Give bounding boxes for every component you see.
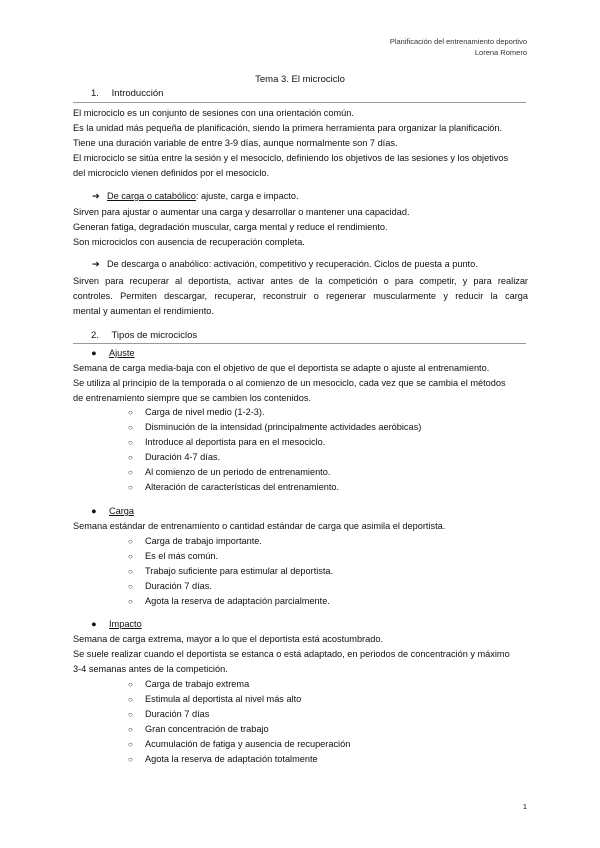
text-line: Semana estándar de entrenamiento o cantidad estándar de carga que asimila el deportista. — [73, 521, 446, 531]
bullet-icon: ● — [91, 348, 97, 358]
text-line: El microciclo es un conjunto de sesiones con una orientación común. — [73, 108, 354, 118]
ajuste-paragraph — [73, 361, 528, 406]
section-rule — [73, 102, 526, 103]
list-item: ○ Trabajo suficiente para estimular al deportista. — [128, 564, 333, 579]
list-item: ○ Agota la reserva de adaptación parcialmente. — [128, 594, 333, 609]
circle-bullet-icon: ○ — [128, 483, 133, 492]
text-line: Sirven para ajustar o aumentar una carga y desarrollar o mantener una capacidad. — [73, 207, 410, 217]
circle-bullet-icon: ○ — [128, 740, 133, 749]
text-line: Es la unidad más pequeña de planificación, siendo la primera herramienta para organizar la planificación. — [73, 123, 503, 133]
impacto-list — [128, 677, 350, 767]
text-line: Se suele realizar cuando el deportista se estanca o está adaptado, en periodos de concentración y máximo — [73, 649, 510, 659]
list-item: ○ Carga de trabajo extrema — [128, 677, 350, 692]
circle-bullet-icon: ○ — [128, 597, 133, 606]
section-heading-introduccion — [91, 88, 163, 99]
circle-bullet-icon: ○ — [128, 710, 133, 719]
circle-bullet-icon: ○ — [128, 582, 133, 591]
page-header — [390, 36, 527, 58]
list-item: ○ Agota la reserva de adaptación totalmente — [128, 752, 350, 767]
arrow-icon: ➔ — [92, 259, 100, 269]
circle-bullet-icon: ○ — [128, 552, 133, 561]
document-title: Tema 3. El microciclo — [255, 74, 345, 85]
circle-bullet-icon: ○ — [128, 567, 133, 576]
intro-paragraph — [73, 106, 528, 181]
text-line: de entrenamiento siempre que se cambien los contenidos. — [73, 393, 311, 403]
text-line: del microciclo vienen definidos por el mesociclo. — [73, 168, 270, 178]
ajuste-list — [128, 405, 421, 495]
circle-bullet-icon: ○ — [128, 423, 133, 432]
catabolic-label: De carga o catabólico — [107, 191, 196, 201]
text-line: Sirven para recuperar al deportista, activar antes de la competición o para competir, y para realizar — [73, 276, 528, 286]
section-rule — [73, 343, 526, 344]
bullet-icon: ● — [91, 619, 97, 629]
text-line: Se utiliza al principio de la temporada o al comienzo de un mesociclo, cada vez que se cambia el métodos — [73, 378, 506, 388]
list-item: ○ Estimula al deportista al nivel más alto — [128, 692, 350, 707]
list-item: ○ Introduce al deportista para en el mesociclo. — [128, 435, 421, 450]
header-course: Planificación del entrenamiento deportivo — [389, 37, 527, 46]
text-line: controles. Permiten descargar, recuperar, reconstruir o regenerar muscularmente y reducir la carga — [73, 291, 528, 301]
text-line: Tiene una duración variable de entre 3-9 días, aunque normalmente son 7 días. — [73, 138, 398, 148]
bullet-heading-ajuste — [91, 348, 135, 358]
bullet-heading-carga — [91, 506, 134, 516]
text-line: Semana de carga media-baja con el objetivo de que el deportista se adapte o ajuste al entrenamiento. — [73, 363, 490, 373]
page-number: 1 — [522, 802, 527, 811]
circle-bullet-icon: ○ — [128, 453, 133, 462]
circle-bullet-icon: ○ — [128, 468, 133, 477]
arrow-icon: ➔ — [92, 191, 100, 201]
section-number: 2. — [91, 330, 99, 341]
list-item: ○ Alteración de características del entrenamiento. — [128, 480, 421, 495]
impacto-label: Impacto — [109, 619, 142, 629]
circle-bullet-icon: ○ — [128, 680, 133, 689]
bullet-icon: ● — [91, 506, 97, 516]
carga-label: Carga — [109, 506, 135, 516]
arrow-item-anabolico — [92, 259, 478, 270]
circle-bullet-icon: ○ — [128, 408, 133, 417]
circle-bullet-icon: ○ — [128, 537, 133, 546]
list-item: ○ Carga de nivel medio (1-2-3). — [128, 405, 421, 420]
list-item: ○ Duración 7 días. — [128, 579, 333, 594]
impacto-paragraph — [73, 632, 528, 677]
list-item: ○ Gran concentración de trabajo — [128, 722, 350, 737]
text-line: El microciclo se sitúa entre la sesión y el mesociclo, definiendo los objetivos de las sesiones y los objetivos — [73, 153, 509, 163]
text-line: mental y aumentan el rendimiento. — [73, 306, 214, 316]
section-heading-tipos — [91, 330, 197, 341]
carga-paragraph — [73, 519, 528, 534]
list-item: ○ Es el más común. — [128, 549, 333, 564]
list-item: ○ Duración 7 días — [128, 707, 350, 722]
catabolic-paragraph — [73, 205, 528, 250]
arrow-item-catabolico — [92, 191, 299, 202]
carga-list — [128, 534, 333, 609]
text-line: 3-4 semanas antes de la competición. — [73, 664, 228, 674]
anabolic-paragraph — [73, 274, 528, 319]
list-item: ○ Acumulación de fatiga y ausencia de recuperación — [128, 737, 350, 752]
section-number: 1. — [91, 88, 99, 99]
header-author: Lorena Romero — [474, 48, 527, 57]
text-line: Semana de carga extrema, mayor a lo que el deportista está acostumbrado. — [73, 634, 383, 644]
text-line: Generan fatiga, degradación muscular, carga mental y reduce el rendimiento. — [73, 222, 388, 232]
circle-bullet-icon: ○ — [128, 438, 133, 447]
circle-bullet-icon: ○ — [128, 725, 133, 734]
bullet-heading-impacto — [91, 619, 142, 629]
section-title: Introducción — [111, 88, 164, 99]
section-title: Tipos de microciclos — [111, 330, 198, 341]
anabolic-label: De descarga o anabólico: activación, competitivo y recuperación. Ciclos de puesta a punto. — [107, 259, 478, 269]
text-line: Son microciclos con ausencia de recuperación completa. — [73, 237, 305, 247]
list-item: ○ Disminución de la intensidad (principalmente actividades aeróbicas) — [128, 420, 421, 435]
list-item: ○ Carga de trabajo importante. — [128, 534, 333, 549]
list-item: ○ Al comienzo de un periodo de entrenamiento. — [128, 465, 421, 480]
circle-bullet-icon: ○ — [128, 695, 133, 704]
circle-bullet-icon: ○ — [128, 755, 133, 764]
list-item: ○ Duración 4-7 días. — [128, 450, 421, 465]
catabolic-rest: : ajuste, carga e impacto. — [195, 191, 299, 201]
ajuste-label: Ajuste — [109, 348, 135, 358]
